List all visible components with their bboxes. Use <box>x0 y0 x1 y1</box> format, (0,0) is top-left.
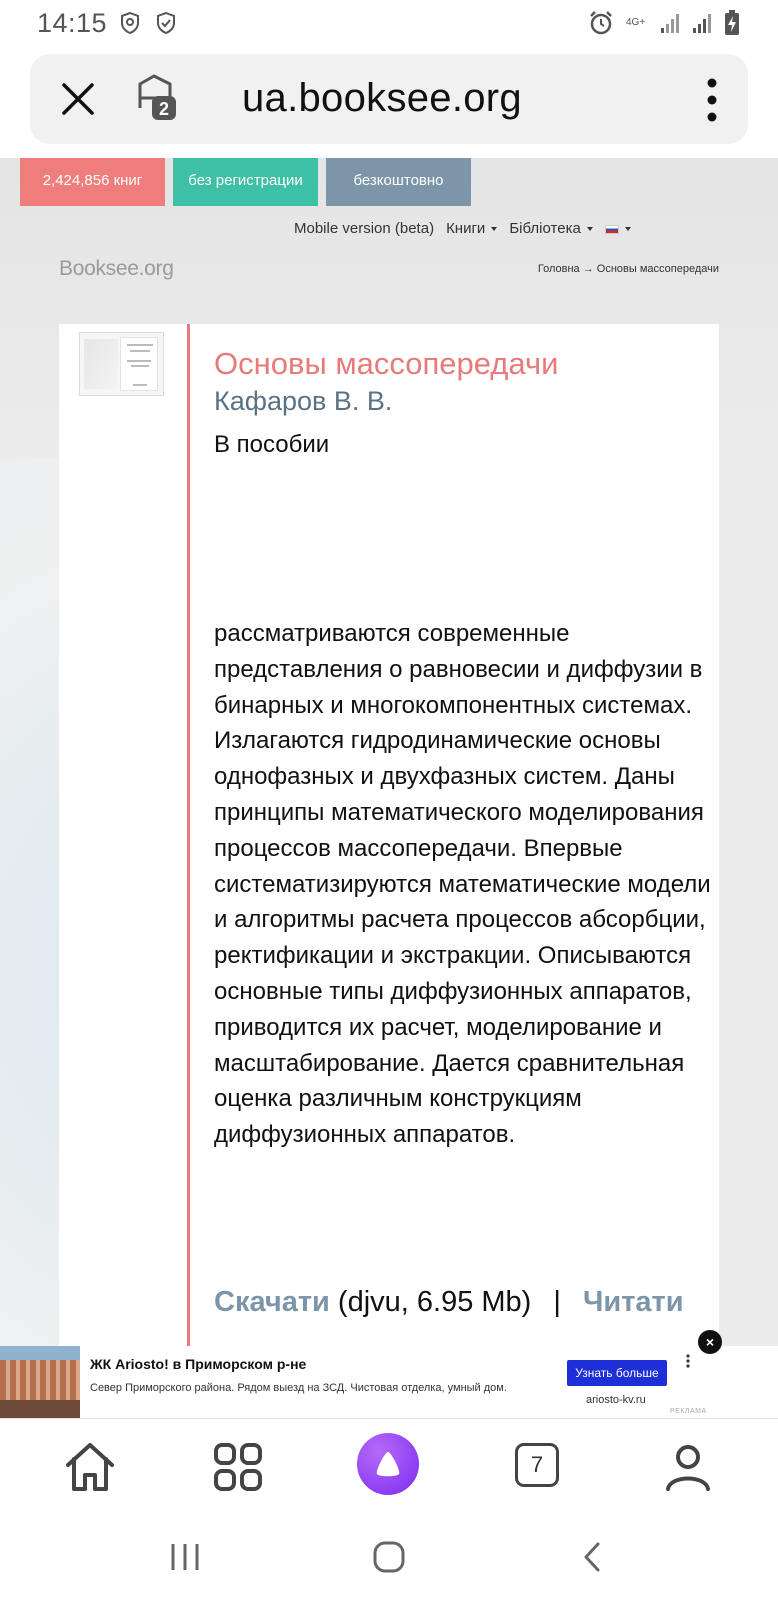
ad-cta-button[interactable]: Узнать больше <box>567 1360 667 1386</box>
ad-banner[interactable] <box>0 1334 778 1418</box>
back-icon[interactable] <box>576 1540 610 1574</box>
site-badges <box>20 158 471 206</box>
caret-down-icon <box>587 227 593 231</box>
close-icon[interactable] <box>60 81 96 117</box>
more-vertical-icon[interactable] <box>706 78 718 122</box>
site-logo[interactable]: Booksee.org <box>59 257 174 280</box>
ad-label: РЕКЛАМА <box>670 1408 707 1415</box>
home-icon[interactable] <box>62 1439 118 1495</box>
badge-free: безкоштовно <box>326 158 471 206</box>
shield-check-icon <box>156 12 176 34</box>
separator: | <box>553 1286 561 1318</box>
battery-charging-icon <box>724 10 740 36</box>
badge-book-count: 2,424,856 книг <box>20 158 165 206</box>
accent-divider <box>187 324 190 1410</box>
read-link[interactable]: Читати <box>583 1286 684 1318</box>
recents-icon[interactable] <box>168 1540 202 1574</box>
nav-library[interactable] <box>509 220 592 237</box>
caret-down-icon <box>491 227 497 231</box>
book-description-lead: В пособии <box>214 431 330 458</box>
signal-icon <box>660 12 680 34</box>
breadcrumb[interactable]: Головна → Основы массопередачи <box>537 263 719 275</box>
book-author[interactable]: Кафаров В. В. <box>214 386 393 416</box>
status-time: 14:15 <box>37 8 108 38</box>
caret-down-icon <box>625 227 631 231</box>
web-page <box>0 158 778 1410</box>
ad-title[interactable]: ЖК Ariosto! в Приморском р-не <box>90 1356 307 1372</box>
browser-bottom-nav <box>0 1418 778 1520</box>
url-text[interactable]: ua.booksee.org <box>242 76 522 120</box>
alarm-icon <box>588 10 614 36</box>
system-nav-bar <box>0 1520 778 1600</box>
tabs-count-icon[interactable]: 7 <box>515 1443 559 1487</box>
status-bar <box>0 0 778 48</box>
signal-icon <box>692 12 712 34</box>
address-bar[interactable] <box>30 54 748 144</box>
ad-domain: ariosto-kv.ru <box>586 1394 646 1406</box>
badge-no-registration: без регистрации <box>173 158 318 206</box>
ad-more-icon[interactable] <box>686 1354 690 1368</box>
cover-shadow <box>84 339 118 389</box>
book-card <box>59 324 719 1410</box>
book-title: Основы массопередачи <box>214 346 559 381</box>
nav-mobile-version[interactable]: Mobile version (beta) <box>294 220 435 237</box>
flag-icon <box>605 225 619 234</box>
alice-triangle-glyph <box>373 1449 403 1479</box>
ad-subtitle: Север Приморского района. Рядом выезд на ЗСД. Чистовая отделка, умный дом. <box>90 1382 507 1394</box>
download-link[interactable]: Скачати <box>214 1286 330 1318</box>
site-nav <box>294 220 631 237</box>
book-cover-thumbnail[interactable] <box>79 332 164 396</box>
browser-toolbar <box>0 48 778 158</box>
download-row <box>214 1286 684 1319</box>
cover-page <box>120 337 158 391</box>
file-info: (djvu, 6.95 Mb) <box>337 1286 532 1318</box>
shield-icon <box>120 12 140 34</box>
ad-image[interactable] <box>0 1346 80 1418</box>
book-description: рассматриваются современные представления о равновесии и диффузии в бинарных и многокомпонентных системах. Излагаются гидродинамические основы однофазных и двухфазных систем. Даны принципы математического моделирования процессов массопередачи. Впервые систематизируются математические модели и алгоритмы расчета процессов абсорбции, ректификации и экстракции. Описываются основные типы диффузионных аппаратов, приводится их расчет, моделирование и масштабирование. Дается сравнительная оценка различным конструкциям диффузионных аппаратов. <box>214 620 711 1149</box>
status-icons <box>588 10 740 36</box>
nav-library-label: Бібліотека <box>509 220 581 237</box>
tab-badge: 2 <box>158 99 170 119</box>
nav-books-label: Книги <box>446 220 486 237</box>
nav-language[interactable] <box>605 220 631 237</box>
alice-assistant-icon[interactable] <box>357 1433 419 1495</box>
profile-icon[interactable] <box>660 1439 716 1495</box>
network-type: 4G+ <box>626 17 646 28</box>
nav-books[interactable] <box>446 220 497 237</box>
ad-close-button[interactable]: × <box>698 1330 722 1354</box>
home-circle-icon[interactable] <box>372 1540 406 1574</box>
tabs-icon[interactable] <box>134 74 178 122</box>
apps-icon[interactable] <box>210 1439 266 1495</box>
